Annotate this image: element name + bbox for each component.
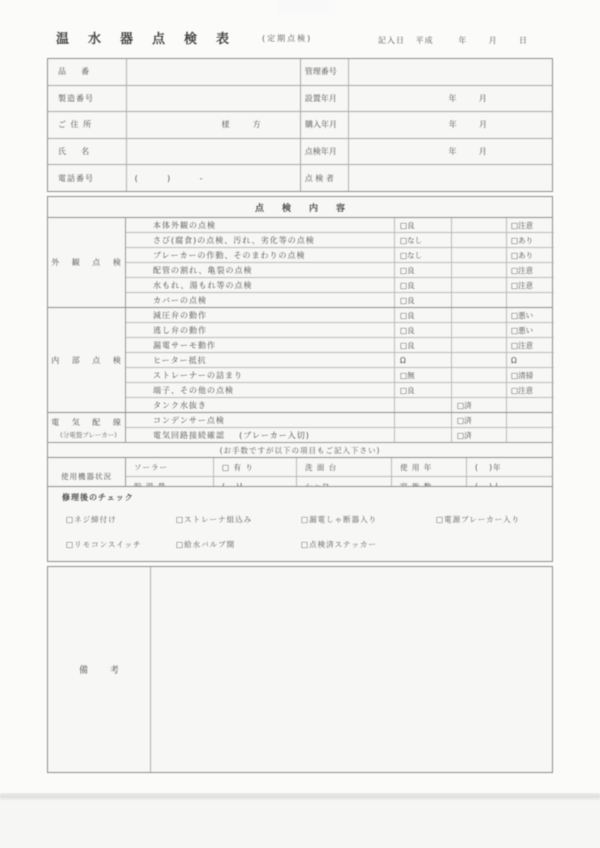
result-checkbox-col3: □注意 xyxy=(506,218,554,232)
after-repair-check-section xyxy=(47,486,553,562)
inspection-row xyxy=(126,247,554,262)
usage-grid-cell: 使 用 年 xyxy=(391,458,466,476)
inspection-item-label: ブレーカーの作動、そのまわりの点検 xyxy=(153,250,306,260)
inspection-row xyxy=(126,337,554,352)
result-checkbox-col3: □悪い xyxy=(506,308,554,322)
remarks-blank-area xyxy=(151,567,552,772)
result-checkbox-col2 xyxy=(451,233,506,247)
result-checkbox-col3: □あり xyxy=(506,248,554,262)
inspection-item-label: 本体外観の点検 xyxy=(153,220,216,230)
result-checkbox-col2 xyxy=(451,368,506,382)
result-checkbox-col1: □良 xyxy=(394,323,451,337)
inspection-item-label: さび(腐食)の点検、汚れ、劣化等の点検 xyxy=(153,235,315,245)
repair-check-item: □ストレーナ組込み xyxy=(176,515,253,524)
inspection-item-label: ストレーナーの詰まり xyxy=(153,370,243,380)
result-checkbox-col1: □なし xyxy=(394,233,451,247)
result-checkbox-col3 xyxy=(506,398,554,412)
result-checkbox-col3: □注意 xyxy=(506,263,554,277)
field-value xyxy=(348,165,552,191)
result-checkbox-col1 xyxy=(394,413,451,427)
inspection-group-rows xyxy=(126,218,554,307)
inspection-row xyxy=(126,382,554,397)
inspection-item-label: 漏電サーモ動作 xyxy=(153,340,216,350)
remarks-label: 備考 xyxy=(48,567,151,772)
result-checkbox-col3: □注意 xyxy=(506,383,554,397)
field-label: 設置年月 xyxy=(300,86,348,112)
result-checkbox-col2 xyxy=(451,308,506,322)
inspection-note-row: (お手数ですが以下の項目もご記入下さい) xyxy=(48,442,552,457)
customer-info-table xyxy=(47,58,553,192)
field-label: 点 検 者 xyxy=(300,165,348,191)
inspection-row xyxy=(126,292,554,307)
inspection-row xyxy=(126,262,554,277)
field-value xyxy=(348,59,552,85)
inspection-row xyxy=(126,308,554,322)
inspection-group xyxy=(48,412,552,442)
inspection-row xyxy=(126,367,554,382)
usage-grid-cell: □ 有 り xyxy=(213,458,296,476)
inspection-row xyxy=(126,427,554,442)
usage-grid-cell: 洗 面 台 xyxy=(296,458,391,476)
inspection-header: 点検内容 xyxy=(254,203,363,214)
header-table-row xyxy=(48,59,552,85)
form-title: 温水器点検表 xyxy=(56,32,249,47)
result-checkbox-col2 xyxy=(451,353,506,367)
repair-check-item: □漏電しゃ断器入り xyxy=(301,515,378,524)
inspection-item-label: ヒーター抵抗 xyxy=(153,355,207,365)
result-checkbox-col2: □済 xyxy=(451,398,506,412)
inspection-item-label: 配管の割れ、亀裂の点検 xyxy=(153,265,253,275)
field-label: 購入年月 xyxy=(300,112,348,138)
result-checkbox-col1: □良 xyxy=(394,308,451,322)
result-checkbox-col1: □無 xyxy=(394,368,451,382)
page-bottom-edge xyxy=(0,793,600,800)
remarks-section xyxy=(47,566,553,773)
usage-grid-row xyxy=(126,458,552,476)
result-checkbox-col1: □良 xyxy=(394,338,451,352)
inspection-group-sublabel: (分電盤ブレーカー) xyxy=(60,430,117,439)
result-checkbox-col1: □良 xyxy=(394,278,451,292)
repair-check-item: □給水バルブ開 xyxy=(176,540,236,549)
inspection-group-label-text: 内 部 点 検 xyxy=(51,355,126,365)
inspection-group-label xyxy=(48,413,126,442)
result-checkbox-col3: □清掃 xyxy=(506,368,554,382)
inspection-item-label: コンデンサー点検 xyxy=(153,415,225,425)
field-value: ( ) - xyxy=(126,165,300,191)
result-checkbox-col1 xyxy=(394,428,451,442)
field-label: 製造番号 xyxy=(58,93,94,103)
result-checkbox-col3 xyxy=(506,413,554,427)
result-checkbox-col1 xyxy=(394,398,451,412)
inspection-row xyxy=(126,232,554,247)
field-label: 点検年月 xyxy=(300,139,348,165)
repair-check-item: □リモコンスイッチ xyxy=(66,540,142,549)
inspection-group-label xyxy=(48,308,126,412)
header-table-row xyxy=(48,138,552,165)
result-checkbox-col2 xyxy=(451,383,506,397)
inspection-item-label: 電気回路接続確認 (ブレーカー入切) xyxy=(153,430,310,440)
field-value: 年 月 xyxy=(348,86,552,112)
inspection-row xyxy=(126,413,554,427)
result-checkbox-col2 xyxy=(451,293,506,307)
inspection-row xyxy=(126,277,554,292)
field-value xyxy=(126,86,300,112)
inspection-item-label: タンク水抜き xyxy=(153,400,207,410)
result-checkbox-col1: □良 xyxy=(394,293,451,307)
field-value: 年 月 xyxy=(348,112,552,138)
inspection-group-label-text: 外 観 点 検 xyxy=(51,258,126,267)
result-checkbox-col3: □注意 xyxy=(506,338,554,352)
inspection-content-table xyxy=(47,196,553,496)
inspection-row xyxy=(126,352,554,367)
result-checkbox-col2 xyxy=(451,218,506,232)
inspection-item-label: カバーの点検 xyxy=(153,295,207,305)
repair-check-item: □ネジ締付け xyxy=(66,515,117,524)
result-checkbox-col1: □良 xyxy=(394,383,451,397)
result-checkbox-col1: □良 xyxy=(394,218,451,232)
result-checkbox-col2 xyxy=(451,338,506,352)
repair-check-item: □点検済ステッカー xyxy=(301,540,377,549)
inspection-row xyxy=(126,218,554,232)
result-checkbox-col3 xyxy=(506,293,554,307)
field-label: 管理番号 xyxy=(300,59,348,85)
result-checkbox-col3: Ω xyxy=(506,353,554,367)
field-value: 年 月 xyxy=(348,139,552,165)
form-title-note: (定期点検) xyxy=(262,34,313,43)
inspection-item-label: 端子、その他の点検 xyxy=(153,385,234,395)
entry-date-line: 記入日 平成 年 月 日 xyxy=(378,36,528,45)
inspection-group-rows xyxy=(126,308,554,412)
field-value: 様 方 xyxy=(126,112,300,138)
result-checkbox-col1: □良 xyxy=(394,263,451,277)
field-label: 電話番号 xyxy=(58,173,94,183)
inspection-item-label: 水もれ、湯もれ等の点検 xyxy=(153,280,253,290)
inspection-group xyxy=(48,217,552,307)
usage-group-label: 使用機器状況 xyxy=(48,458,126,495)
field-value xyxy=(126,59,300,85)
result-checkbox-col2 xyxy=(451,278,506,292)
usage-grid-cell: ソーラー xyxy=(134,462,168,472)
usage-grid-cell: ( )年 xyxy=(466,458,552,476)
result-checkbox-col3: □注意 xyxy=(506,278,554,292)
page-top-notch xyxy=(278,0,336,15)
result-checkbox-col1: Ω xyxy=(394,353,451,367)
result-checkbox-col1: □なし xyxy=(394,248,451,262)
result-checkbox-col2 xyxy=(451,323,506,337)
inspection-group-label-text: 電 気 配 線 xyxy=(51,417,126,427)
field-label: 品 番 xyxy=(58,67,91,77)
inspection-group-rows xyxy=(126,413,554,442)
after-repair-check-title: 修理後のチェック xyxy=(62,493,134,502)
field-value xyxy=(126,139,300,165)
page-below-area xyxy=(0,800,600,848)
inspection-item-label: 減圧弁の動作 xyxy=(153,310,207,320)
result-checkbox-col3: □あり xyxy=(506,233,554,247)
inspection-row xyxy=(126,397,554,412)
result-checkbox-col3 xyxy=(506,428,554,442)
header-table-row xyxy=(48,111,552,138)
repair-check-item: □電源ブレーカー入り xyxy=(436,515,521,524)
result-checkbox-col2: □済 xyxy=(451,428,506,442)
inspection-group xyxy=(48,307,552,412)
result-checkbox-col2 xyxy=(451,263,506,277)
inspection-item-label: 逃し弁の動作 xyxy=(153,325,207,335)
inspection-group-label xyxy=(48,218,126,307)
result-checkbox-col3: □悪い xyxy=(506,323,554,337)
result-checkbox-col2: □済 xyxy=(451,413,506,427)
header-table-row xyxy=(48,164,552,191)
field-label: 氏 名 xyxy=(58,147,91,157)
result-checkbox-col2 xyxy=(451,248,506,262)
inspection-row xyxy=(126,322,554,337)
header-table-row xyxy=(48,85,552,112)
field-label: ご 住 所 xyxy=(58,120,93,130)
